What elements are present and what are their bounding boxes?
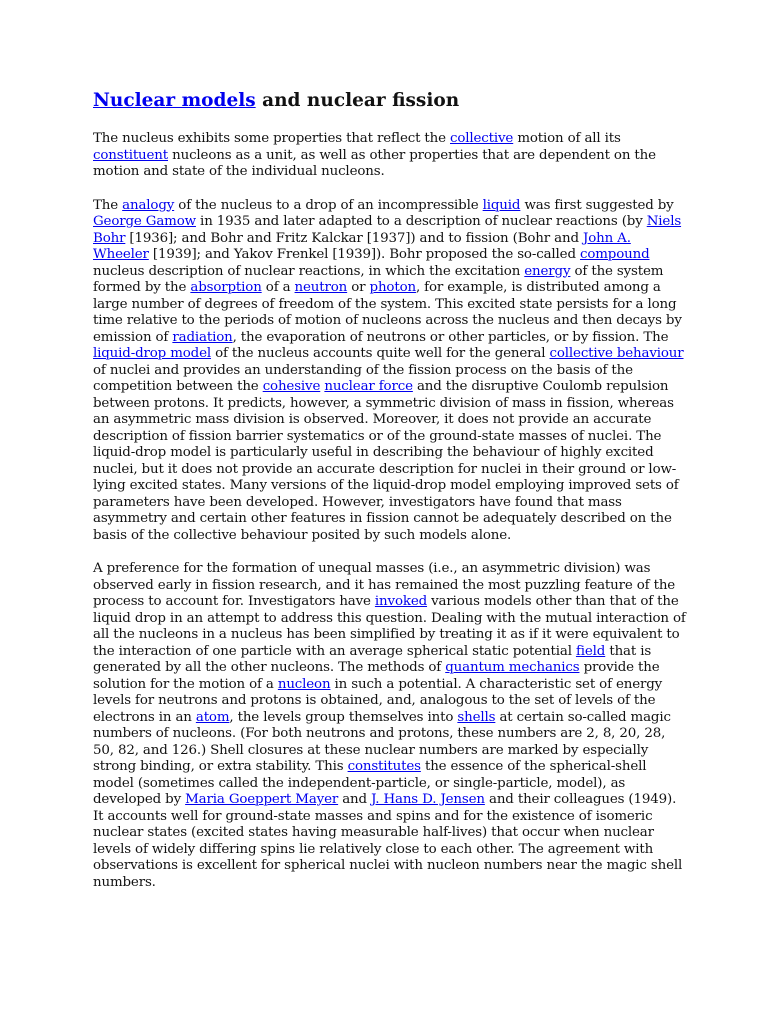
paragraph-text: The [93,197,123,213]
paragraph-text: [1936]; and Bohr and Fritz Kalckar [1937]) and to fission (Bohr and [125,230,583,246]
paragraph [93,131,688,181]
paragraph-text: and their colleagues (1949). It accounts well for ground-state masses and spins and for the existence of isomeric nuclear states (excited states having measurable half-lives) that occur when nuclear levels of widely differing spins lie relatively close to each other. The agreement with observations is excellent for spherical nuclei with nucleon numbers near the magic shell numbers. [93,792,683,890]
paragraph-text: of a [261,280,295,295]
inline-link[interactable]: energy [524,263,571,279]
inline-link[interactable]: collective behaviour [549,346,684,361]
inline-link[interactable]: absorption [190,280,262,295]
inline-link[interactable]: cohesive [262,379,321,394]
paragraph-text: motion of all its [513,131,621,146]
inline-link[interactable]: compound [579,247,650,262]
paragraph-text: in 1935 and later adapted to a description of nuclear reactions (by [195,214,647,229]
inline-link[interactable]: quantum mechanics [445,660,580,675]
paragraph-text: nucleons as a unit, as well as other properties that are dependent on the motion and state of the individual nucleons. [93,147,656,179]
inline-link[interactable]: George Gamow [93,214,196,229]
inline-link[interactable]: liquid [482,197,521,213]
paragraph-text: in such a potential. A characteristic set of energy levels for neutrons and protons is obtained, and, analogous to the set of levels of the electrons in an [93,676,663,725]
inline-link[interactable]: field [575,643,606,659]
paragraph-text: nucleus description of nuclear reactions, in which the excitation [93,263,525,279]
inline-link[interactable]: nuclear force [324,379,413,394]
paragraph [93,198,688,545]
paragraph-text: the essence of the spherical-shell model (sometimes called the independent-particle, or single-particle, model), as developed by [93,759,647,807]
inline-link[interactable]: atom [195,709,230,725]
page-title [93,88,688,114]
paragraph-text: provide the solution for the motion of a [93,660,660,692]
inline-link[interactable]: liquid-drop model [93,346,211,361]
paragraph-text: and [338,792,372,807]
paragraph-text: The nucleus exhibits some properties that reflect the [93,131,450,146]
inline-link[interactable]: photon [369,280,416,295]
paragraph-text: or [347,280,370,295]
inline-link[interactable]: constituent [93,147,169,163]
paragraph-text: and the disruptive Coulomb repulsion between protons. It predicts, however, a symmetric division of mass in fission, whereas an asymmetric mass division is observed. Moreover, it does not provide an accurate description of fission barrier systematics or of the ground-state masses of nuclei. The liquid-drop model is particularly useful in describing the behaviour of highly excited nuclei, but it does not provide an accurate description for nuclei in their ground or low-lying excited states. Many versions of the liquid-drop model employing improved sets of parameters have been developed. However, investigators have found that mass asymmetry and certain other features in fission cannot be adequately described on the basis of the collective behaviour posited by such models alone. [93,379,679,543]
paragraph-text: , the evaporation of neutrons or other particles, or by fission. The [232,329,669,345]
paragraph-text: was first suggested by [520,197,674,213]
inline-link[interactable]: collective [450,131,514,146]
title-link[interactable]: Nuclear models [93,90,256,111]
paragraph-text: of the nucleus accounts quite well for the general [211,346,550,361]
paragraph-text: various models other than that of the liquid drop in an attempt to address this question. Dealing with the mutual interaction of all the nucleons in a nucleus has been simplified by treating it as if it were equivalent to the interaction of one particle with an average spherical static potential [93,594,686,659]
inline-link[interactable]: nucleon [277,676,331,692]
paragraph-text: , for example, is distributed among a large number of degrees of freedom of the system. This excited state persists for a long time relative to the periods of motion of nucleons across the nucleus and then decays by emission of [93,280,682,345]
paragraph [93,561,688,891]
paragraph-text: A preference for the formation of unequal masses (i.e., an asymmetric division) was observed early in fission research, and it has remained the most puzzling feature of the process to account for. Investigators have [93,561,676,609]
paragraph-text: at certain so-called magic numbers of nucleons. (For both neutrons and protons, these numbers are 2, 8, 20, 28, 50, 82, and 126.) Shell closures at these nuclear numbers are marked by especially strong binding, or extra stability. This [93,709,671,774]
inline-link[interactable]: Niels Bohr [93,214,682,246]
paragraph-text: [1939]; and Yakov Frenkel [1939]). Bohr proposed the so-called [148,247,580,262]
inline-link[interactable]: Maria Goeppert Mayer [185,792,339,807]
inline-link[interactable]: John A. Wheeler [93,230,631,262]
paragraph-text: of the system formed by the [93,263,664,295]
inline-link[interactable]: radiation [172,329,233,345]
inline-link[interactable]: analogy [122,197,175,213]
inline-link[interactable]: J. Hans D. Jensen [371,792,485,807]
article-body [93,131,688,891]
inline-link[interactable]: invoked [374,594,428,609]
paragraph-text: of the nucleus to a drop of an incompressible [174,197,483,213]
title-text: and nuclear fission [255,90,460,111]
paragraph-text: , the levels group themselves into [229,709,458,725]
paragraph-text: that is generated by all the other nucleons. The methods of [93,643,652,675]
inline-link[interactable]: constitutes [347,759,421,774]
paragraph-text: of nuclei and provides an understanding of the fission process on the basis of the competition between the [93,362,633,394]
inline-link[interactable]: neutron [294,280,348,295]
inline-link[interactable]: shells [457,709,496,725]
